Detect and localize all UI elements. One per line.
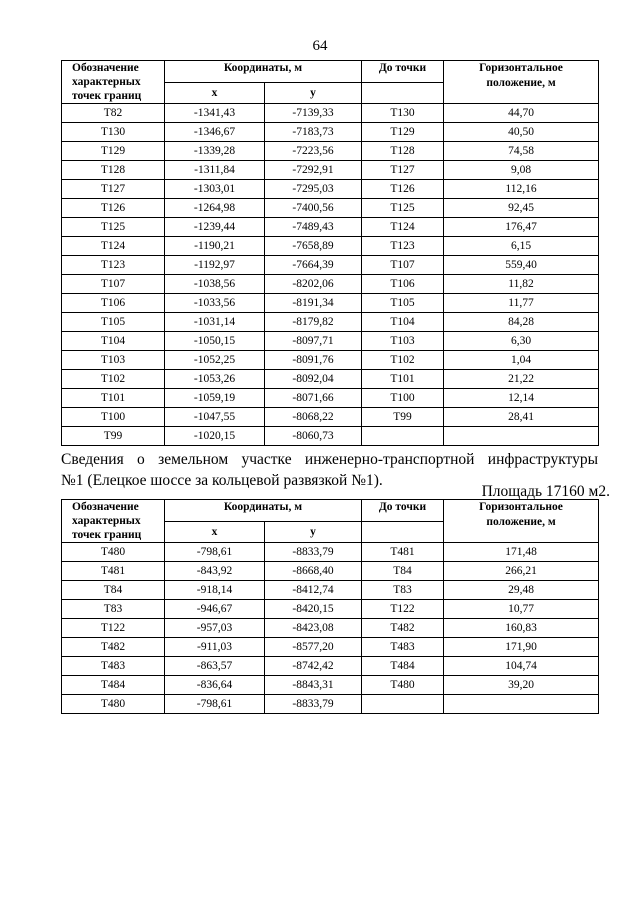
coordinates-header: Координаты, м: [165, 500, 362, 522]
distance-cell: 160,83: [444, 619, 599, 638]
distance-cell: [444, 427, 599, 446]
coordinates-table-1: [61, 60, 599, 446]
y-cell: -8833,79: [265, 543, 362, 562]
to-point-cell: Т100: [362, 389, 444, 408]
table-row: [62, 294, 599, 313]
x-cell: -1339,28: [165, 142, 265, 161]
table-row: [62, 562, 599, 581]
distance-cell: 11,77: [444, 294, 599, 313]
point-cell: Т480: [62, 543, 165, 562]
to-point-cell: Т99: [362, 408, 444, 427]
point-cell: Т484: [62, 676, 165, 695]
distance-cell: 559,40: [444, 256, 599, 275]
point-cell: Т101: [62, 389, 165, 408]
distance-cell: 29,48: [444, 581, 599, 600]
to-point-cell: Т107: [362, 256, 444, 275]
point-cell: Т130: [62, 123, 165, 142]
y-cell: -8420,15: [265, 600, 362, 619]
x-cell: -957,03: [165, 619, 265, 638]
x-cell: -1341,43: [165, 104, 265, 123]
y-cell: -8668,40: [265, 562, 362, 581]
to-point-cell: Т123: [362, 237, 444, 256]
page-number: 64: [312, 38, 328, 54]
designation-header: [62, 500, 165, 543]
to-point-cell: Т130: [362, 104, 444, 123]
x-header: x: [165, 83, 265, 104]
y-cell: -7489,43: [265, 218, 362, 237]
distance-cell: 9,08: [444, 161, 599, 180]
x-cell: -918,14: [165, 581, 265, 600]
table-row: [62, 600, 599, 619]
table-body: [62, 104, 599, 446]
to-point-cell: Т481: [362, 543, 444, 562]
table-row: [62, 581, 599, 600]
x-cell: -1311,84: [165, 161, 265, 180]
distance-cell: 12,14: [444, 389, 599, 408]
y-cell: -8092,04: [265, 370, 362, 389]
horizontal-header: [444, 500, 599, 543]
to-point-cell: Т101: [362, 370, 444, 389]
y-cell: -8060,73: [265, 427, 362, 446]
to-point-cell: Т102: [362, 351, 444, 370]
table-row: [62, 275, 599, 294]
point-cell: Т84: [62, 581, 165, 600]
table-row: [62, 199, 599, 218]
y-header: y: [265, 83, 362, 104]
table-row: [62, 638, 599, 657]
to-point-cell: [362, 427, 444, 446]
distance-cell: 6,15: [444, 237, 599, 256]
to-point-cell: Т128: [362, 142, 444, 161]
to-point-subheader: [362, 83, 444, 104]
x-cell: -1031,14: [165, 313, 265, 332]
horizontal-header-line: Горизонтальное: [479, 501, 563, 513]
to-point-cell: Т105: [362, 294, 444, 313]
section-text-line-2: №1 (Елецкое шоссе за кольцевой развязкой №1).: [61, 472, 383, 489]
to-point-cell: Т125: [362, 199, 444, 218]
to-point-header: До точки: [362, 61, 444, 83]
table-row: [62, 427, 599, 446]
horizontal-header-line: Горизонтальное: [479, 62, 563, 74]
table-row: [62, 313, 599, 332]
y-cell: -8202,06: [265, 275, 362, 294]
y-cell: -8833,79: [265, 695, 362, 714]
x-cell: -1038,56: [165, 275, 265, 294]
x-cell: -843,92: [165, 562, 265, 581]
point-cell: Т100: [62, 408, 165, 427]
to-point-cell: [362, 695, 444, 714]
distance-cell: 112,16: [444, 180, 599, 199]
x-cell: -1192,97: [165, 256, 265, 275]
x-cell: -1190,21: [165, 237, 265, 256]
distance-cell: 1,04: [444, 351, 599, 370]
distance-cell: 92,45: [444, 199, 599, 218]
y-cell: -8091,76: [265, 351, 362, 370]
y-cell: -8179,82: [265, 313, 362, 332]
designation-header-line: характерных: [72, 515, 141, 527]
x-cell: -1020,15: [165, 427, 265, 446]
y-cell: -7658,89: [265, 237, 362, 256]
x-cell: -911,03: [165, 638, 265, 657]
to-point-subheader: [362, 522, 444, 543]
distance-cell: 39,20: [444, 676, 599, 695]
x-cell: -1053,26: [165, 370, 265, 389]
distance-cell: 266,21: [444, 562, 599, 581]
table-row: [62, 256, 599, 275]
section-text-line-1: Сведения о земельном участке инженерно-транспортной инфраструктуры: [61, 451, 598, 468]
table-row: [62, 218, 599, 237]
x-cell: -1264,98: [165, 199, 265, 218]
x-cell: -1052,25: [165, 351, 265, 370]
y-cell: -8742,42: [265, 657, 362, 676]
distance-cell: 44,70: [444, 104, 599, 123]
horizontal-header-line: положение, м: [486, 516, 556, 528]
distance-cell: 104,74: [444, 657, 599, 676]
x-header: x: [165, 522, 265, 543]
to-point-cell: Т106: [362, 275, 444, 294]
x-cell: -836,64: [165, 676, 265, 695]
to-point-cell: Т122: [362, 600, 444, 619]
point-cell: Т128: [62, 161, 165, 180]
designation-header-line: Обозначение: [72, 62, 139, 74]
to-point-cell: Т129: [362, 123, 444, 142]
table-row: [62, 180, 599, 199]
horizontal-header: [444, 61, 599, 104]
point-cell: Т481: [62, 562, 165, 581]
to-point-cell: Т103: [362, 332, 444, 351]
y-header: y: [265, 522, 362, 543]
table-row: [62, 370, 599, 389]
point-cell: Т102: [62, 370, 165, 389]
y-cell: -8412,74: [265, 581, 362, 600]
to-point-cell: Т482: [362, 619, 444, 638]
horizontal-header-line: положение, м: [486, 77, 556, 89]
designation-header-line: характерных: [72, 76, 141, 88]
point-cell: Т129: [62, 142, 165, 161]
to-point-cell: Т126: [362, 180, 444, 199]
x-cell: -1033,56: [165, 294, 265, 313]
y-cell: -8423,08: [265, 619, 362, 638]
x-cell: -946,67: [165, 600, 265, 619]
point-cell: Т126: [62, 199, 165, 218]
to-point-cell: Т484: [362, 657, 444, 676]
point-cell: Т104: [62, 332, 165, 351]
point-cell: Т106: [62, 294, 165, 313]
table-row: [62, 123, 599, 142]
distance-cell: 11,82: [444, 275, 599, 294]
point-cell: Т82: [62, 104, 165, 123]
table-row: [62, 237, 599, 256]
point-cell: Т480: [62, 695, 165, 714]
point-cell: Т124: [62, 237, 165, 256]
x-cell: -1050,15: [165, 332, 265, 351]
point-cell: Т107: [62, 275, 165, 294]
x-cell: -1239,44: [165, 218, 265, 237]
distance-cell: 10,77: [444, 600, 599, 619]
y-cell: -7139,33: [265, 104, 362, 123]
y-cell: -7292,91: [265, 161, 362, 180]
table-header: [62, 500, 599, 543]
point-cell: Т123: [62, 256, 165, 275]
x-cell: -1059,19: [165, 389, 265, 408]
to-point-cell: Т83: [362, 581, 444, 600]
y-cell: -8097,71: [265, 332, 362, 351]
table-body: [62, 543, 599, 714]
y-cell: -8071,66: [265, 389, 362, 408]
table-row: [62, 619, 599, 638]
table-row: [62, 142, 599, 161]
to-point-header: До точки: [362, 500, 444, 522]
distance-cell: 176,47: [444, 218, 599, 237]
point-cell: Т483: [62, 657, 165, 676]
distance-cell: 171,90: [444, 638, 599, 657]
designation-header-line: точек границ: [72, 90, 142, 102]
distance-cell: 171,48: [444, 543, 599, 562]
point-cell: Т103: [62, 351, 165, 370]
y-cell: -7400,56: [265, 199, 362, 218]
y-cell: -8068,22: [265, 408, 362, 427]
designation-header: [62, 61, 165, 104]
to-point-cell: Т104: [362, 313, 444, 332]
to-point-cell: Т480: [362, 676, 444, 695]
y-cell: -7295,03: [265, 180, 362, 199]
x-cell: -1346,67: [165, 123, 265, 142]
x-cell: -863,57: [165, 657, 265, 676]
table-row: [62, 351, 599, 370]
y-cell: -7223,56: [265, 142, 362, 161]
distance-cell: [444, 695, 599, 714]
table-row: [62, 389, 599, 408]
table-header: [62, 61, 599, 104]
to-point-cell: Т124: [362, 218, 444, 237]
distance-cell: 40,50: [444, 123, 599, 142]
coordinates-table-2: [61, 499, 599, 714]
x-cell: -798,61: [165, 695, 265, 714]
point-cell: Т105: [62, 313, 165, 332]
point-cell: Т83: [62, 600, 165, 619]
to-point-cell: Т84: [362, 562, 444, 581]
table-row: [62, 657, 599, 676]
y-cell: -8577,20: [265, 638, 362, 657]
table-row: [62, 332, 599, 351]
x-cell: -798,61: [165, 543, 265, 562]
table-row: [62, 408, 599, 427]
table-row: [62, 161, 599, 180]
designation-header-line: точек границ: [72, 529, 142, 541]
x-cell: -1303,01: [165, 180, 265, 199]
table-row: [62, 104, 599, 123]
coordinates-header: Координаты, м: [165, 61, 362, 83]
table-row: [62, 543, 599, 562]
table-row: [62, 695, 599, 714]
y-cell: -7183,73: [265, 123, 362, 142]
y-cell: -8843,31: [265, 676, 362, 695]
distance-cell: 28,41: [444, 408, 599, 427]
distance-cell: 74,58: [444, 142, 599, 161]
y-cell: -8191,34: [265, 294, 362, 313]
distance-cell: 21,22: [444, 370, 599, 389]
distance-cell: 6,30: [444, 332, 599, 351]
x-cell: -1047,55: [165, 408, 265, 427]
point-cell: Т122: [62, 619, 165, 638]
point-cell: Т125: [62, 218, 165, 237]
point-cell: Т127: [62, 180, 165, 199]
point-cell: Т482: [62, 638, 165, 657]
y-cell: -7664,39: [265, 256, 362, 275]
to-point-cell: Т127: [362, 161, 444, 180]
distance-cell: 84,28: [444, 313, 599, 332]
table-row: [62, 676, 599, 695]
area-text: Площадь 17160 м2.: [481, 483, 610, 500]
to-point-cell: Т483: [362, 638, 444, 657]
designation-header-line: Обозначение: [72, 501, 139, 513]
point-cell: Т99: [62, 427, 165, 446]
